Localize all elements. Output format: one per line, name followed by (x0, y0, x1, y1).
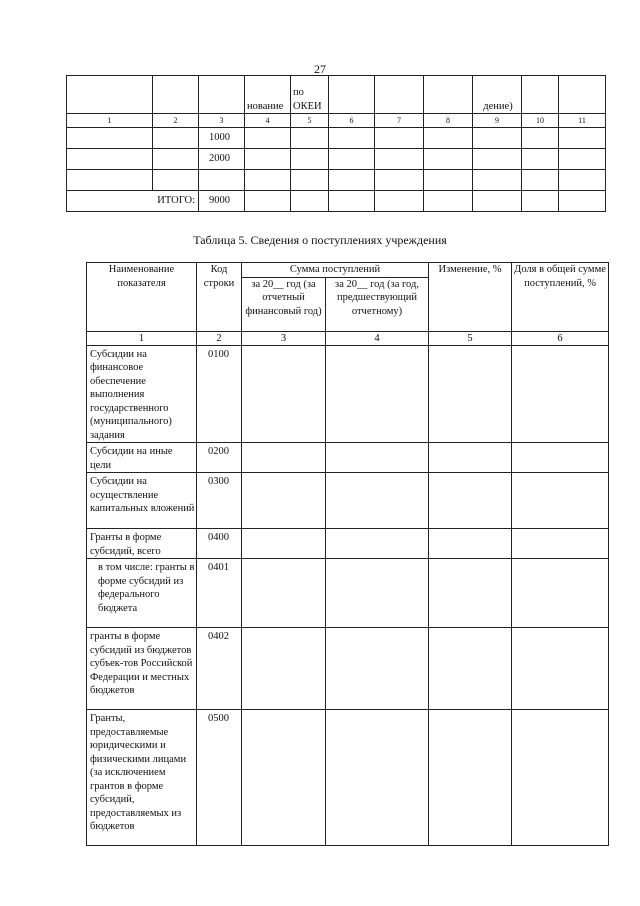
table-row (87, 529, 609, 559)
col-num: 2 (153, 114, 199, 128)
table-row (67, 170, 606, 191)
table-row (87, 443, 609, 473)
col-num: 4 (245, 114, 291, 128)
continued-table (66, 75, 606, 212)
col-num: 5 (429, 331, 512, 345)
row-code: 0400 (197, 529, 242, 559)
row-code: 0100 (197, 345, 242, 443)
row-name: в том числе: гранты в форме субсидий из федерального бюджета (87, 559, 197, 628)
header-sum: Сумма поступлений (242, 263, 429, 278)
col-num: 2 (197, 331, 242, 345)
row-code: 0401 (197, 559, 242, 628)
header-code: Код строки (197, 263, 242, 332)
row-code (199, 170, 245, 191)
header-row (67, 76, 606, 114)
table-row (87, 559, 609, 628)
row-name: Субсидии на иные цели (87, 443, 197, 473)
cell-sum-current (242, 345, 326, 443)
table-row (67, 149, 606, 170)
col-num: 6 (329, 114, 375, 128)
header-col9-fragment: дение) (483, 100, 513, 112)
cell-share (512, 345, 609, 443)
col-num: 3 (199, 114, 245, 128)
col-num: 4 (326, 331, 429, 345)
row-code: 0300 (197, 473, 242, 529)
row-name: Субсидии на осуществление капитальных вложений (87, 473, 197, 529)
table-row (87, 710, 609, 846)
row-name: Субсидии на финансовое обеспечение выполнения государственного (муниципального) задания (87, 345, 197, 443)
cell-sum-previous (326, 345, 429, 443)
row-name: гранты в форме субсидий из бюджетов субъек-тов Российской Федерации и местных бюджетов (87, 628, 197, 710)
col-num: 1 (87, 331, 197, 345)
table-row (87, 628, 609, 710)
table-row (67, 128, 606, 149)
row-code: 0402 (197, 628, 242, 710)
header-change: Изменение, % (429, 263, 512, 332)
col-num: 6 (512, 331, 609, 345)
col-num: 10 (522, 114, 559, 128)
row-name: Гранты, предоставляемые юридическими и физическими лицами (за исключением грантов в форме субсидий, предоставляемых из бюджетов (87, 710, 197, 846)
header-col4-fragment: нование (247, 100, 284, 112)
col-num: 1 (67, 114, 153, 128)
header-col5-line2: ОКЕИ (293, 100, 322, 112)
header-sum-previous: за 20__ год (за год, предшествующий отчетному) (326, 277, 429, 331)
table-row (87, 345, 609, 443)
row-code: 0200 (197, 443, 242, 473)
header-share: Доля в общей сумме поступлений, % (512, 263, 609, 332)
table5 (86, 262, 609, 846)
header-sum-current: за 20__ год (за отчетный финансовый год) (242, 277, 326, 331)
row-code: 0500 (197, 710, 242, 846)
page-number: 27 (314, 62, 326, 76)
row-code: 2000 (199, 149, 245, 170)
table-row (87, 473, 609, 529)
table5-caption: Таблица 5. Сведения о поступлениях учреждения (193, 233, 447, 247)
col-num: 8 (424, 114, 473, 128)
col-num: 3 (242, 331, 326, 345)
col-num: 11 (559, 114, 606, 128)
col-num: 7 (375, 114, 424, 128)
total-row (67, 191, 606, 212)
row-code: 1000 (199, 128, 245, 149)
col-num: 9 (473, 114, 522, 128)
total-label: ИТОГО: (67, 191, 199, 212)
cell-change (429, 345, 512, 443)
column-number-row (87, 331, 609, 345)
header-name: Наименование показателя (87, 263, 197, 332)
col-num: 5 (291, 114, 329, 128)
header-row (87, 263, 609, 278)
header-col5-line1: по (293, 87, 304, 98)
column-number-row (67, 114, 606, 128)
total-code: 9000 (199, 191, 245, 212)
row-name: Гранты в форме субсидий, всего (87, 529, 197, 559)
